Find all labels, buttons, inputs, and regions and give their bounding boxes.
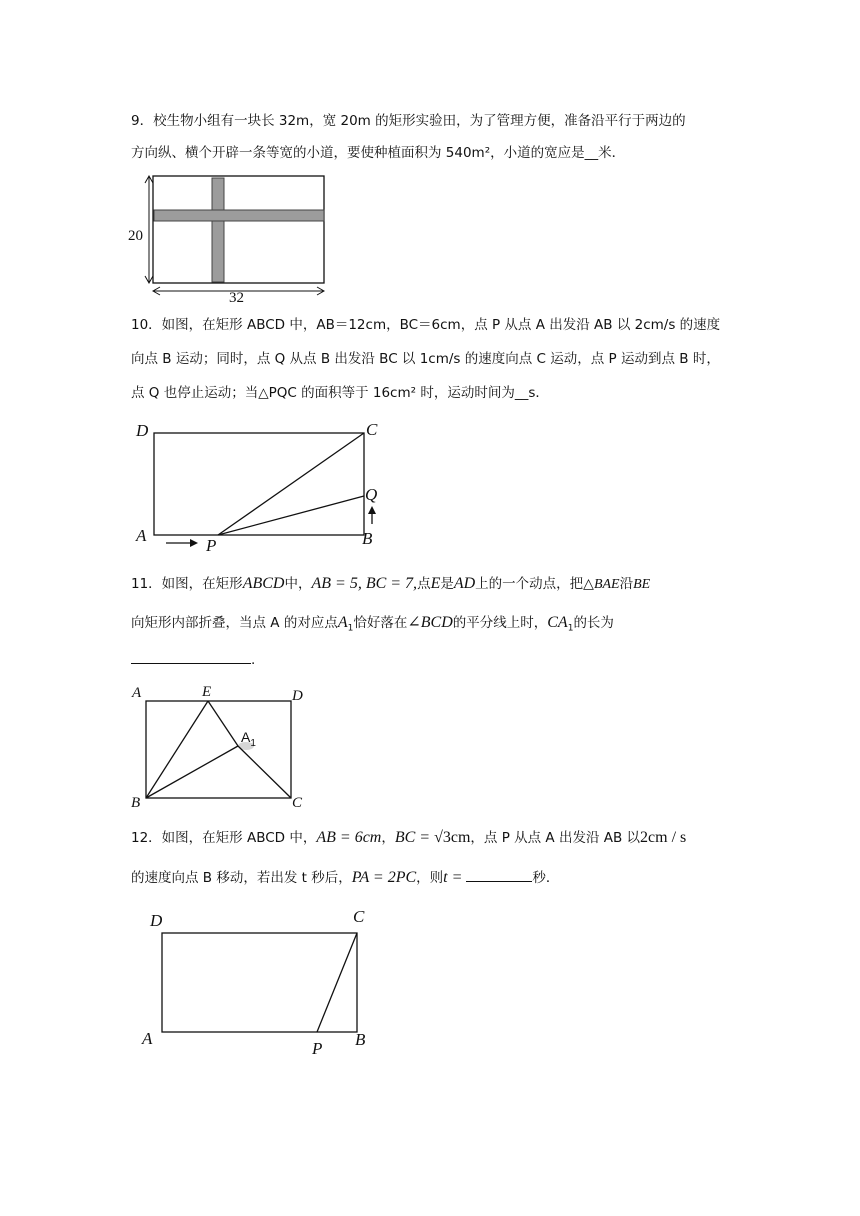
q12-label-d: D (150, 911, 163, 930)
q10-rect (154, 433, 364, 535)
q11-label-b: B (131, 795, 141, 811)
q12-answer-blank[interactable] (466, 867, 532, 882)
q9-text-line2: 方向纵、横个开辟一条等宽的小道，要使种植面积为 540m²，小道的宽应是__米． (131, 145, 626, 161)
q11-rect (146, 701, 291, 798)
q11-figure (128, 680, 328, 810)
q9-figure (125, 172, 325, 306)
q11-label-e: E (202, 684, 212, 700)
q11-text-line2: 向矩形内部折叠，当点 A 的对应点$A_1$恰好落在∠BCD的平分线上时，$CA_1$的长为 (131, 614, 614, 634)
q10-text-line3: 点 Q 也停止运动；当△PQC 的面积等于 16cm² 时，运动时间为__s． (131, 385, 549, 401)
q10-text-line1: 10．如图，在矩形 ABCD 中，AB＝12cm，BC＝6cm，点 P 从点 A 出发沿 AB 以 2cm/s 的速度 (131, 317, 721, 333)
q11-label-c: C (292, 795, 303, 811)
q12-rect (162, 933, 357, 1032)
q10-label-a: A (136, 526, 147, 545)
q12-label-c: C (353, 907, 365, 926)
q12-label-p: P (312, 1039, 323, 1058)
q12-segment-pc (317, 933, 357, 1032)
q11-text-line3: . (131, 645, 731, 676)
q12-text-line2: 的速度向点 B 移动，若出发 t 秒后，PA = 2PC，则t = 秒． (131, 869, 560, 886)
q10-label-d: D (136, 421, 149, 440)
q12-label-a: A (142, 1029, 153, 1048)
q9-width-label: 32 (229, 290, 244, 306)
q12-text-line1: 12．如图，在矩形 ABCD 中，AB = 6cm，BC = √3cm，点 P 从点 A 出发沿 AB 以2cm / s (131, 829, 687, 846)
q9-field-rect (153, 176, 324, 283)
q11-label-a: A (132, 685, 142, 701)
q9-height-label: 20 (128, 228, 143, 244)
q10-segment-pc (218, 433, 364, 535)
q10-label-c: C (366, 420, 378, 439)
q12-label-b: B (355, 1030, 366, 1049)
q10-label-q: Q (365, 485, 378, 504)
q9-vertical-path (212, 178, 224, 282)
q11-text-line1: 11．如图，在矩形ABCD中，AB = 5, BC = 7,点E是AD上的一个动点，把△BAE沿BE (131, 575, 651, 592)
q11-answer-blank[interactable] (131, 649, 251, 664)
q10-label-p: P (206, 536, 217, 555)
q11-label-d: D (292, 688, 303, 704)
q9-text-line1: 9．校生物小组有一块长 32m，宽 20m 的矩形实验田，为了管理方便，准备沿平行于两边的 (131, 113, 686, 129)
q10-segment-pq (218, 496, 364, 535)
q12-figure (140, 902, 400, 1058)
q11-label-a1: $A_1$ (241, 729, 256, 749)
q9-horizontal-path (154, 210, 324, 221)
q10-label-b: B (362, 529, 373, 548)
q10-text-line2: 向点 B 运动；同时，点 Q 从点 B 出发沿 BC 以 1cm/s 的速度向点 C 运动，点 P 运动到点 B 时， (131, 351, 720, 367)
q10-figure (130, 420, 390, 555)
